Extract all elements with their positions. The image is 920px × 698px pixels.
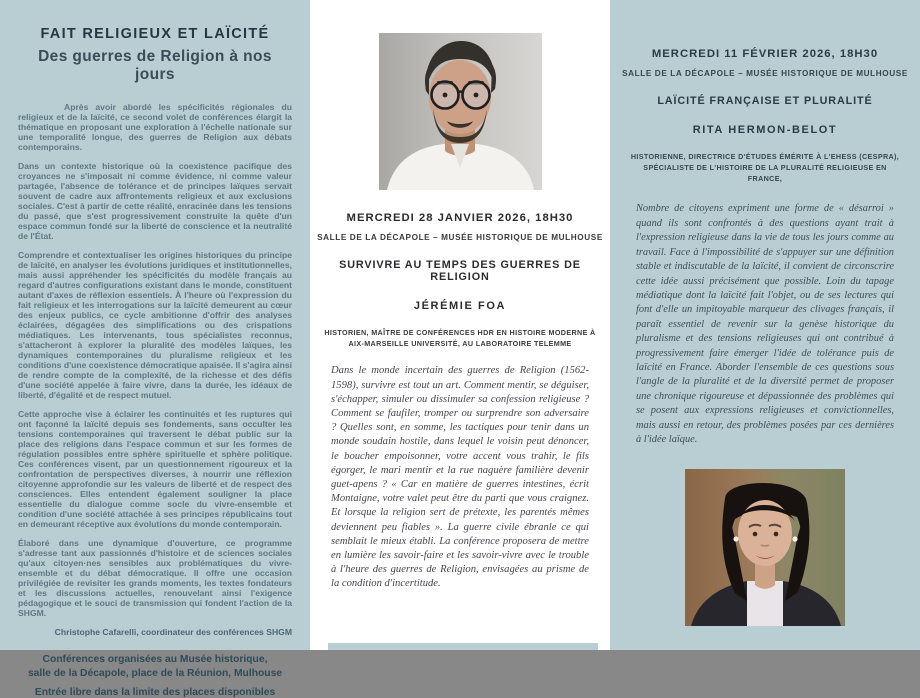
- intro-paragraph: Cette approche vise à éclairer les continuités et les ruptures qui ont façonné la laïcité depuis ses fondements, sans occulter les tensions contemporaines qui traversent le débat public sur la place des religions dans l'espace commun et sur les formes de régulation possibles entre sphère spirituelle et sphère politique. Ces conférences visent, par un questionnement rigoureux et la confrontation de perspectives diverses, à nourrir une réflexion citoyenne approfondie sur les valeurs de liberté et de respect des consciences. Elles entendent également souligner la place essentielle du dialogue comme socle du vivre-ensemble et condition d'une société attachée à ses principes républicains tout en demeurant réceptive aux évolutions du monde contemporain.: [18, 408, 292, 529]
- speaker-affiliation: HISTORIEN, MAÎTRE DE CONFÉRENCES HDR EN HISTOIRE MODERNE À AIX-MARSEILLE UNIVERSITÉ, AU LABORATOIRE TELEMME: [324, 328, 596, 349]
- speaker-name: RITA HERMON-BELOT: [692, 124, 838, 136]
- intro-paragraph: Dans un contexte historique où la coexistence pacifique des croyances ne s'imposait ni comme évidence, ni comme valeur partagée, l'absence de tolérance et de principes laïques servait souvent de cadre aux affrontements religieux et aux exclusions sociales. C'est à partir de cette réalité, enracinée dans les tensions du passé, que s'est progressivement construite la quête d'un espace commun fondé sur la liberté de conscience et la neutralité de l'État.: [18, 160, 292, 241]
- speaker-photo-rita-hermon-belot: [685, 469, 845, 626]
- coordinator-signature: Christophe Cafarelli, coordinateur des conférences SHGM: [54, 626, 292, 637]
- decorative-bottom-bar: [328, 643, 598, 650]
- speaker-name: JÉRÉMIE FOA: [413, 300, 507, 312]
- intro-panel: [0, 0, 310, 698]
- lecture-venue: SALLE DE LA DÉCAPOLE – MUSÉE HISTORIQUE DE MULHOUSE: [622, 69, 908, 78]
- lecture-venue: SALLE DE LA DÉCAPOLE – MUSÉE HISTORIQUE DE MULHOUSE: [317, 233, 603, 242]
- lecture-panel-jeremie-foa: [310, 0, 610, 650]
- brochure-title: FAIT RELIGIEUX ET LAÏCITÉ: [40, 26, 270, 42]
- lecture-title: SURVIVRE AU TEMPS DES GUERRES DE RELIGION: [339, 259, 581, 283]
- lecture-date: MERCREDI 11 FÉVRIER 2026, 18H30: [651, 48, 879, 60]
- lecture-abstract: Nombre de citoyens expriment une forme de « désarroi » quand ils sont confrontés à des questions ayant trait à l'expression religieuse dans la vie de tous les jours comme au travail. Face à l'impossibilité de s'appuyer sur une définition stable et indiscutable de la laïcité, il convient de circonscrire cette idée aussi précisément que possible. Loin du tapage médiatique dont la laïcité fait l'objet, ou de ses lectures qui font d'elle un impitoyable marqueur des clivages français, il paraît essentiel de revenir sur la genèse historique du pluralisme et des tensions religieuses qui ont contribué à progressivement faire émerger l'idée de tolérance puis de laïcité en France. Aborder l'ensemble de ces questions sous l'angle de la pluralité et de la diversité permet de proposer une chronique rigoureuse et dépassionnée des problèmes qui se posent aux expressions religieuses et convictionnelles, mais aussi en retour, des problèmes posées par ces dernières à l'idée laïque.: [636, 203, 894, 445]
- venue-footer: [18, 653, 292, 698]
- lecture-header: [610, 48, 920, 184]
- footer-venue-line: salle de la Décapole, place de la Réunion, Mulhouse: [27, 668, 283, 680]
- footer-admission-line: Entrée libre dans la limite des places disponibles: [34, 687, 276, 698]
- brochure-subtitle: Des guerres de Religion à nos jours: [38, 47, 272, 83]
- intro-text-block: [18, 102, 292, 618]
- lecture-panel-rita-hermon-belot: [610, 0, 920, 650]
- lecture-header: [310, 212, 610, 349]
- lecture-date: MERCREDI 28 JANVIER 2026, 18H30: [346, 212, 574, 224]
- intro-paragraph: Élaboré dans une dynamique d'ouverture, ce programme s'adresse tant aux passionnés d'histoire et de sciences sociales qu'aux citoyen·nes sensibles aux problématiques du vivre-ensemble et du débat démocratique. Il offre une occasion privilégiée de revisiter les grands moments, les textes fondateurs et les discussions actuelles, renouvelant ainsi l'exigence pédagogique et le souci de transmission qui fondent l'action de la SHGM.: [18, 537, 292, 618]
- speaker-affiliation: HISTORIENNE, DIRECTRICE D'ÉTUDES ÉMÉRITE À L'EHESS (CESPRA), SPÉCIALISTE DE L'HISTOIRE DE LA PLURALITÉ RELIGIEUSE EN FRANCE,: [630, 152, 900, 184]
- footer-venue-line: Conférences organisées au Musée historique,: [42, 653, 268, 665]
- intro-paragraph: Comprendre et contextualiser les origines historiques du principe de laïcité, en analyser les évolutions juridiques et institutionnelles, mais aussi appréhender les spécificités du modèle français au regard d'autres configurations existant dans le monde, constituent autant d'axes de réflexion essentiels. À l'heure où l'expression du fait religieux et les interrogations sur la laïcité demeurent au cœur des enjeux publics, ce cycle ambitionne d'offrir des analyses éclairées, dégagées des simplifications ou des crispations médiatiques. Les intervenants, tous spécialistes reconnus, s'attacheront à explorer la pluralité des modèles laïques, les dynamiques contemporaines du pluralisme religieux et les conditions d'une coexistence démocratique apaisée. Il s'agira ainsi de rendre compte de la complexité, de la richesse et des défis d'une société appelée à faire vivre, dans la durée, les idéaux de liberté, d'égalité et de respect mutuel.: [18, 249, 292, 400]
- intro-paragraph: Après avoir abordé les spécificités régionales du religieux et de la laïcité, ce second volet de conférences élargit la thématique en proposant une exploration à l'échelle nationale sur une temporalité longue, des guerres de Religion aux débats contemporains.: [18, 101, 292, 152]
- lecture-title: LAÏCITÉ FRANÇAISE ET PLURALITÉ: [657, 95, 873, 107]
- lecture-abstract: Dans le monde incertain des guerres de Religion (1562-1598), survivre est tout un art. Comment mentir, se déguiser, s'échapper, simuler ou dissimuler sa confession religieuse ? Comment se faufiler, tromper ou surprendre son adversaire ? Quelles sont, en somme, les tactiques pour tenir dans un monde soudain hostile, dans lequel le voisin peut dénoncer, le boucher empoisonner, votre accent vous trahir, le fils égorger, le mari mentir et la rue naguère familière devenir guet-apens ? « Car en matière de guerres intestines, écrit Montaigne, votre valet peut être du parti que vous craignez. Et lorsque la religion sert de prétexte, les parentés mêmes deviennent peu fiables ». La guerre civile ébranle ce qui semblait le mieux établi. La conférence proposera de mettre en lumière les savoir-faire et les savoir-vivre avec le trouble à l'heure des guerres de Religion, envisagées au prisme de la condition d'incertitude.: [331, 365, 589, 590]
- speaker-photo-jeremie-foa: [379, 33, 542, 190]
